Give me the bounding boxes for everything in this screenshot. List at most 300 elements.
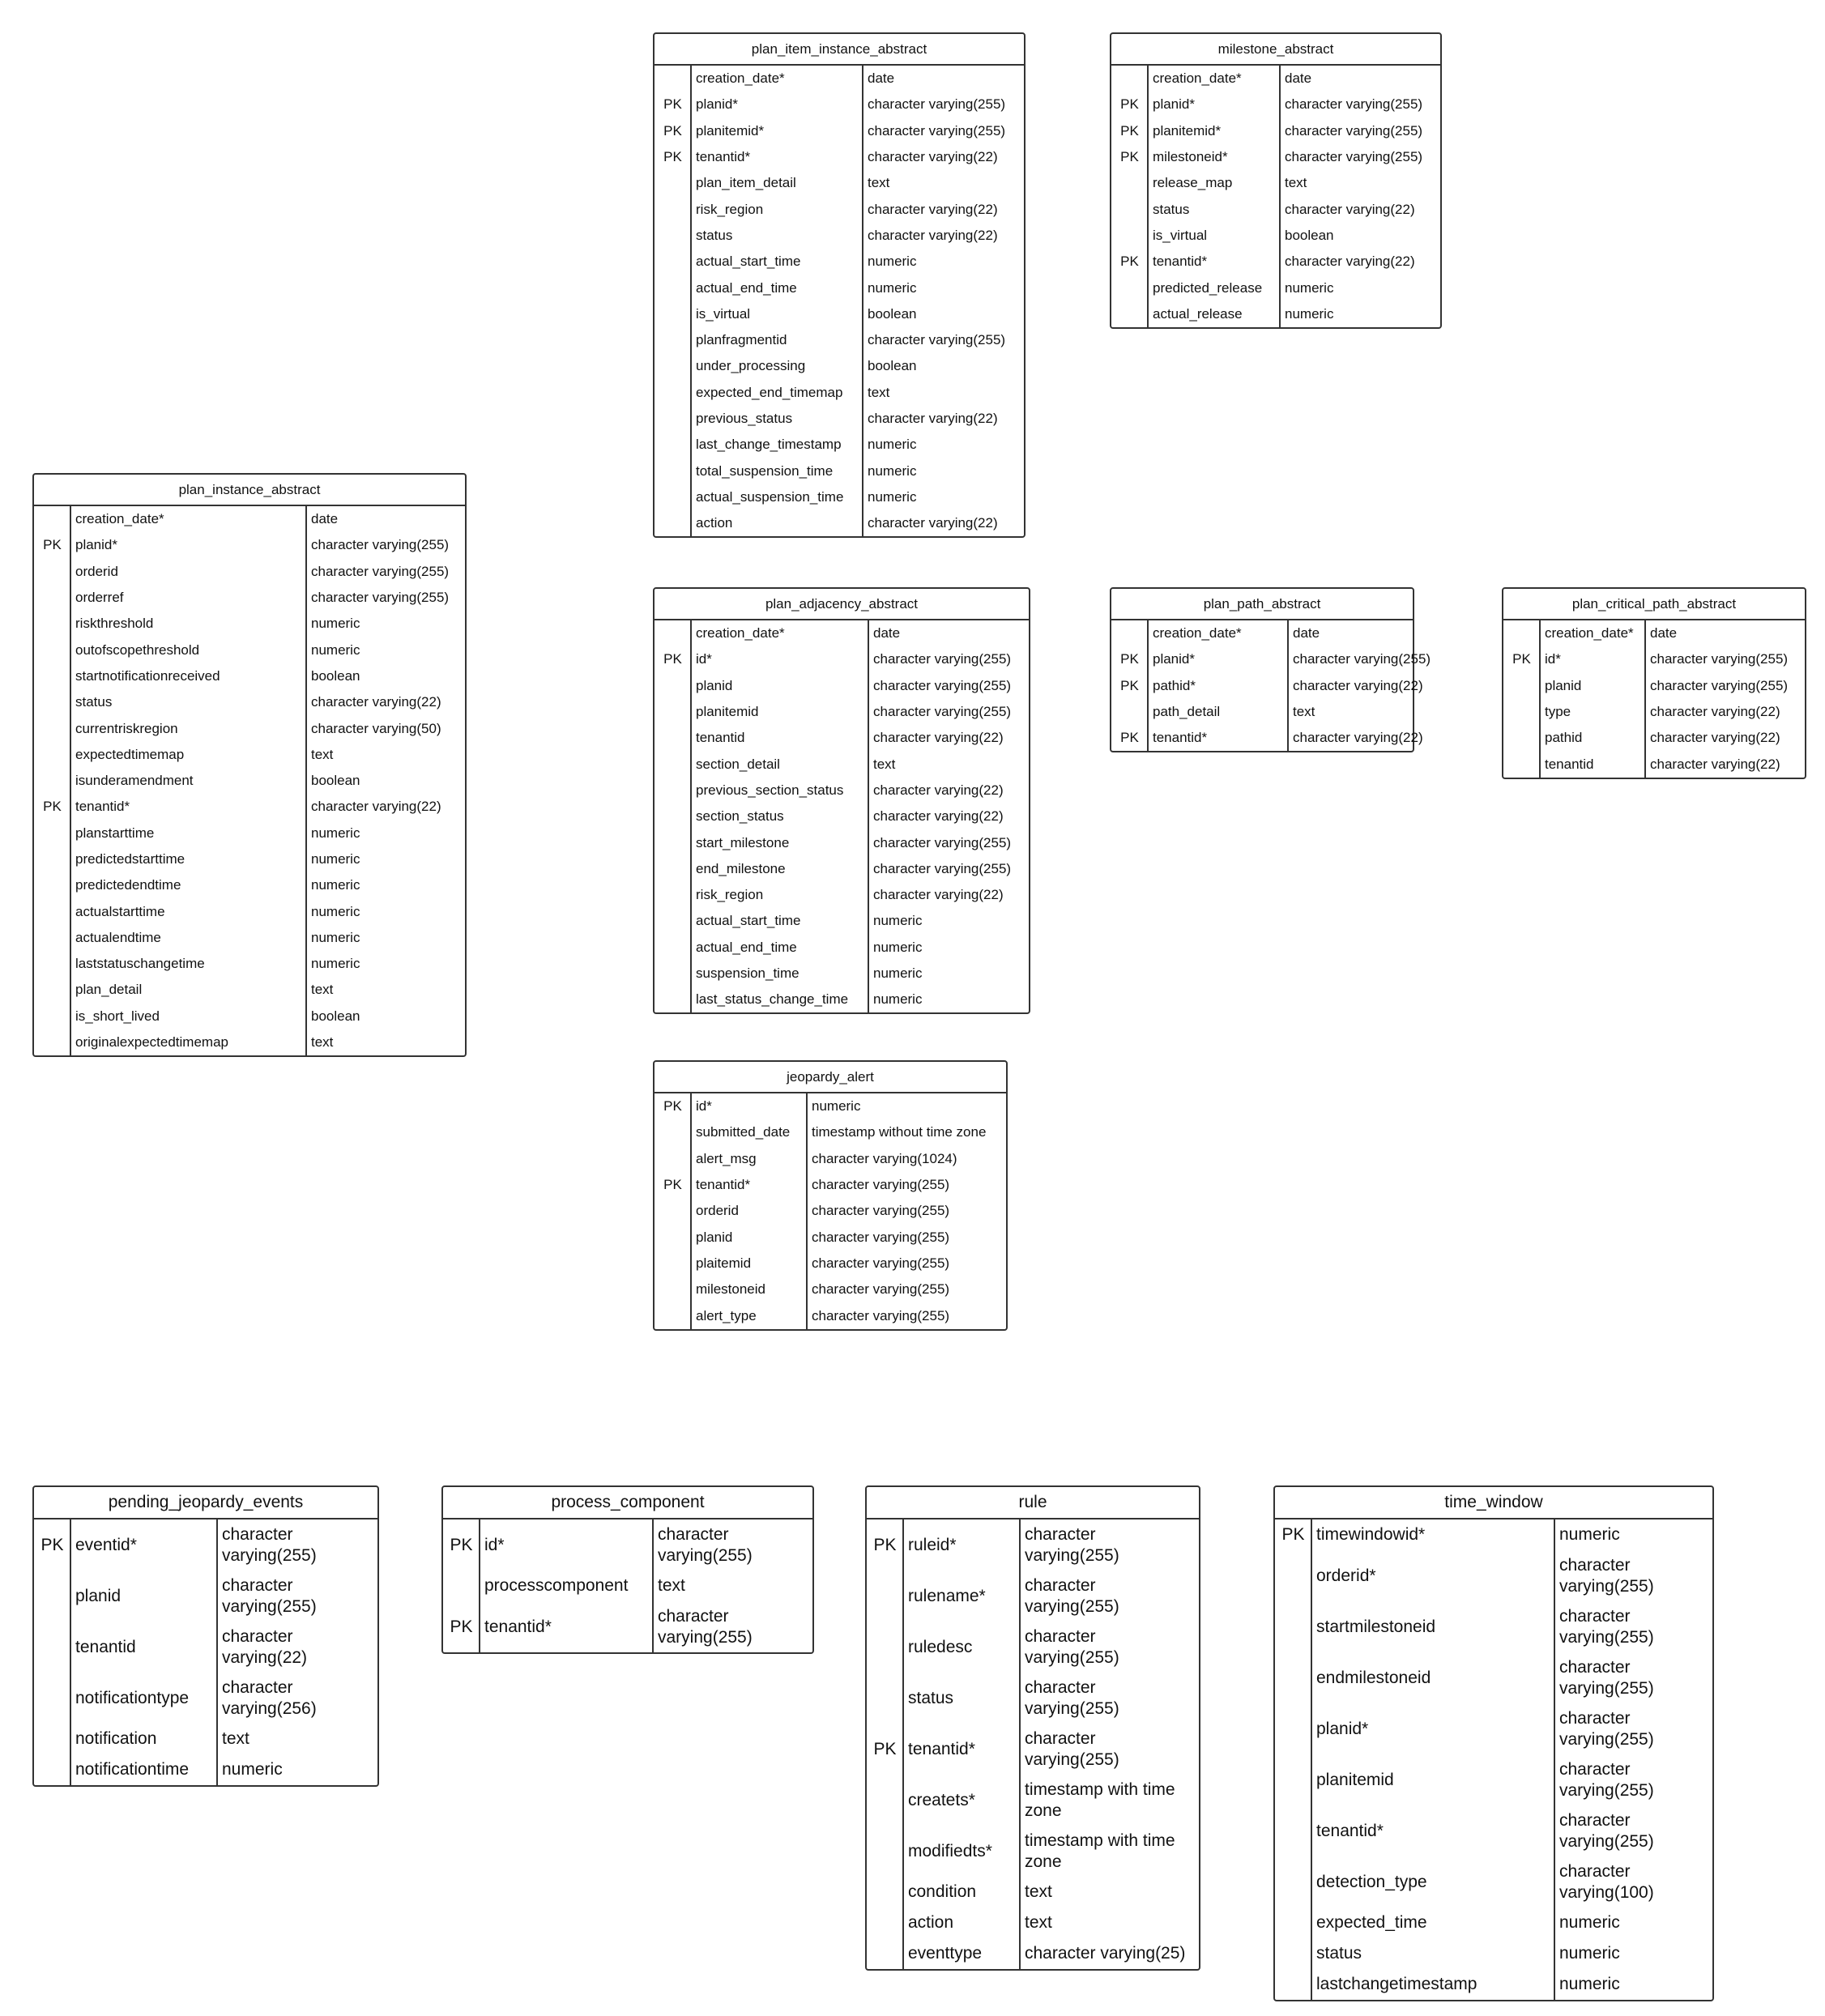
entity-title: rule bbox=[867, 1487, 1199, 1519]
column-name: processcomponent bbox=[484, 1576, 629, 1595]
column-type: numeric bbox=[1285, 279, 1334, 296]
primary-key-marker: PK bbox=[450, 1617, 473, 1636]
column-name: start_milestone bbox=[696, 834, 790, 850]
column-type: date bbox=[868, 70, 895, 87]
primary-key-marker bbox=[34, 925, 70, 951]
column-type: text bbox=[1285, 175, 1307, 191]
column-name: createts* bbox=[908, 1790, 975, 1809]
column-divider bbox=[1554, 1519, 1555, 2000]
column-row bbox=[867, 1907, 1199, 1938]
column-name: orderid bbox=[75, 563, 118, 579]
column-row bbox=[655, 961, 1029, 987]
column-type: text bbox=[222, 1729, 249, 1749]
entity-columns bbox=[1111, 620, 1431, 751]
primary-key-marker bbox=[655, 380, 691, 406]
primary-key-marker bbox=[34, 1029, 70, 1055]
column-name: actualstarttime bbox=[75, 903, 165, 919]
column-name: id* bbox=[484, 1535, 505, 1554]
column-type: boolean bbox=[1285, 227, 1334, 243]
column-row bbox=[1111, 699, 1413, 725]
column-row bbox=[1111, 275, 1440, 300]
column-name: creation_date* bbox=[1153, 625, 1242, 641]
column-type: character varying(255) bbox=[1285, 96, 1423, 113]
column-name: status bbox=[1153, 201, 1190, 217]
column-type: date bbox=[1285, 70, 1312, 87]
column-row bbox=[655, 170, 1024, 196]
column-row bbox=[655, 699, 1029, 725]
column-row bbox=[443, 1601, 812, 1652]
column-type: boolean bbox=[311, 667, 360, 684]
column-type: character varying(255) bbox=[1559, 1556, 1654, 1596]
column-row bbox=[655, 908, 1029, 934]
column-row bbox=[1111, 66, 1440, 92]
column-row bbox=[655, 1251, 1006, 1277]
column-row bbox=[34, 1622, 377, 1673]
column-type: numeric bbox=[1559, 1525, 1620, 1545]
entity-columns bbox=[655, 66, 1024, 536]
column-row bbox=[34, 663, 465, 689]
column-row bbox=[34, 637, 465, 663]
column-row bbox=[655, 620, 1029, 646]
column-type: numeric bbox=[311, 929, 360, 945]
primary-key-marker bbox=[1503, 620, 1540, 646]
primary-key-marker bbox=[34, 977, 70, 1003]
column-name: plan_item_detail bbox=[696, 175, 796, 191]
entity-title: process_component bbox=[443, 1487, 812, 1519]
primary-key-marker bbox=[34, 1724, 70, 1754]
column-type: character varying(255) bbox=[222, 1525, 317, 1565]
entity-title: plan_item_instance_abstract bbox=[655, 34, 1024, 66]
column-name: creation_date* bbox=[1545, 625, 1634, 641]
primary-key-marker bbox=[1111, 301, 1148, 327]
primary-key-marker bbox=[655, 699, 691, 725]
column-row bbox=[655, 118, 1024, 144]
column-name: plaitemid bbox=[696, 1255, 752, 1271]
column-type: boolean bbox=[311, 773, 360, 789]
column-name: actual_suspension_time bbox=[696, 488, 844, 505]
entity-title: time_window bbox=[1275, 1487, 1712, 1519]
primary-key-marker bbox=[34, 1673, 70, 1724]
primary-key-marker bbox=[34, 715, 70, 741]
primary-key-marker bbox=[655, 1224, 691, 1250]
column-name: planid* bbox=[75, 537, 117, 553]
column-type: character varying(255) bbox=[311, 563, 450, 579]
column-name: creation_date* bbox=[696, 625, 785, 641]
column-divider bbox=[1019, 1519, 1021, 1969]
entity-title: plan_path_abstract bbox=[1111, 589, 1413, 620]
column-type: character varying(255) bbox=[873, 677, 1012, 693]
primary-key-marker: PK bbox=[873, 1739, 897, 1758]
column-row bbox=[443, 1519, 812, 1571]
column-name: actual_release bbox=[1153, 305, 1243, 322]
column-type: character varying(1024) bbox=[812, 1150, 957, 1166]
column-row bbox=[1275, 1652, 1712, 1703]
column-row bbox=[655, 1093, 1006, 1119]
column-type: character varying(255) bbox=[868, 332, 1006, 348]
primary-key-marker bbox=[1275, 1601, 1311, 1652]
column-name: tenantid bbox=[1545, 756, 1594, 772]
column-name: lastchangetimestamp bbox=[1316, 1975, 1477, 1993]
primary-key-marker bbox=[1275, 1969, 1311, 2000]
column-row bbox=[1111, 301, 1440, 327]
column-divider bbox=[216, 1519, 218, 1785]
column-type: character varying(22) bbox=[222, 1627, 308, 1667]
primary-key-marker bbox=[34, 872, 70, 898]
primary-key-marker bbox=[1111, 170, 1148, 196]
primary-key-marker bbox=[655, 620, 691, 646]
column-row bbox=[34, 872, 465, 898]
column-row bbox=[1111, 144, 1440, 170]
column-type: date bbox=[1650, 625, 1678, 641]
column-row bbox=[34, 1029, 465, 1055]
column-type: character varying(22) bbox=[868, 149, 998, 165]
column-type: text bbox=[311, 982, 334, 998]
column-name: status bbox=[696, 227, 733, 243]
primary-key-marker bbox=[655, 987, 691, 1012]
entity-title: plan_critical_path_abstract bbox=[1503, 589, 1805, 620]
column-type: character varying(255) bbox=[868, 96, 1006, 113]
column-divider bbox=[1147, 620, 1149, 751]
column-name: actual_start_time bbox=[696, 254, 801, 270]
column-divider bbox=[1539, 620, 1541, 778]
column-type: character varying(255) bbox=[222, 1576, 317, 1616]
column-row bbox=[34, 532, 465, 558]
entity-columns bbox=[655, 620, 1029, 1012]
column-name: expected_end_timemap bbox=[696, 384, 843, 400]
column-name: risk_region bbox=[696, 201, 764, 217]
column-name: pathid bbox=[1545, 730, 1583, 746]
column-type: character varying(255) bbox=[812, 1281, 950, 1298]
entity-columns bbox=[34, 1519, 377, 1785]
column-name: predictedstarttime bbox=[75, 851, 185, 867]
column-name: is_virtual bbox=[1153, 227, 1208, 243]
column-type: text bbox=[868, 175, 890, 191]
column-type: numeric bbox=[873, 965, 923, 981]
primary-key-marker bbox=[1111, 223, 1148, 249]
column-name: submitted_date bbox=[696, 1124, 791, 1140]
column-row bbox=[1275, 1907, 1712, 1938]
entity-plan-critical-path-abstract bbox=[1502, 587, 1806, 779]
primary-key-marker bbox=[867, 1673, 903, 1724]
column-row bbox=[655, 144, 1024, 170]
column-row bbox=[1503, 673, 1805, 699]
primary-key-marker bbox=[655, 1251, 691, 1277]
column-name: creation_date* bbox=[75, 511, 164, 527]
column-name: id* bbox=[696, 1098, 712, 1115]
primary-key-marker bbox=[655, 1277, 691, 1302]
column-type: text bbox=[311, 1034, 334, 1051]
column-row bbox=[34, 689, 465, 715]
column-name: planitemid bbox=[1316, 1770, 1394, 1789]
column-name: orderid* bbox=[1316, 1566, 1376, 1585]
column-name: actual_end_time bbox=[696, 939, 797, 955]
column-name: ruledesc bbox=[908, 1637, 973, 1656]
primary-key-marker bbox=[1503, 751, 1540, 777]
column-row bbox=[34, 715, 465, 741]
primary-key-marker bbox=[655, 510, 691, 536]
column-name: planid* bbox=[696, 96, 738, 113]
column-name: tenantid* bbox=[696, 1177, 751, 1193]
primary-key-marker: PK bbox=[1120, 730, 1139, 746]
column-name: action bbox=[908, 1913, 954, 1932]
column-name: status bbox=[908, 1688, 954, 1707]
primary-key-marker bbox=[655, 751, 691, 777]
entity-time-window bbox=[1273, 1485, 1714, 2001]
column-row bbox=[655, 380, 1024, 406]
column-name: section_detail bbox=[696, 756, 780, 772]
primary-key-marker: PK bbox=[1120, 254, 1139, 270]
column-row bbox=[655, 92, 1024, 117]
column-type: character varying(255) bbox=[1025, 1576, 1119, 1616]
column-type: numeric bbox=[868, 462, 917, 479]
column-type: character varying(22) bbox=[311, 694, 441, 710]
column-row bbox=[1275, 1519, 1712, 1550]
column-type: text bbox=[1025, 1882, 1052, 1902]
primary-key-marker bbox=[655, 353, 691, 379]
column-divider bbox=[862, 66, 863, 536]
column-name: is_virtual bbox=[696, 305, 751, 322]
column-name: alert_type bbox=[696, 1307, 757, 1323]
primary-key-marker bbox=[655, 432, 691, 458]
column-divider bbox=[1287, 620, 1289, 751]
column-name: rulename* bbox=[908, 1586, 986, 1605]
entity-columns bbox=[1275, 1519, 1712, 2000]
primary-key-marker bbox=[34, 846, 70, 872]
column-type: numeric bbox=[311, 956, 360, 972]
column-row bbox=[34, 794, 465, 820]
column-type: numeric bbox=[311, 641, 360, 658]
column-row bbox=[655, 725, 1029, 751]
entity-columns bbox=[1111, 66, 1440, 327]
primary-key-marker: PK bbox=[41, 1535, 64, 1554]
entity-plan-item-instance-abstract bbox=[653, 32, 1025, 538]
column-type: character varying(255) bbox=[1285, 149, 1423, 165]
primary-key-marker bbox=[655, 1302, 691, 1328]
column-row bbox=[1111, 725, 1423, 751]
column-name: milestoneid bbox=[696, 1281, 765, 1298]
primary-key-marker bbox=[34, 1754, 70, 1785]
column-type: boolean bbox=[311, 1008, 360, 1024]
column-row bbox=[655, 882, 1029, 908]
primary-key-marker bbox=[34, 637, 70, 663]
column-type: text bbox=[873, 756, 896, 772]
column-row bbox=[34, 742, 465, 768]
primary-key-marker: PK bbox=[1120, 677, 1139, 693]
column-row bbox=[34, 1673, 377, 1724]
column-row bbox=[655, 803, 1029, 829]
column-row bbox=[655, 484, 1024, 510]
column-row bbox=[34, 768, 465, 794]
column-type: character varying(255) bbox=[1025, 1525, 1119, 1565]
primary-key-marker: PK bbox=[1120, 122, 1139, 139]
column-type: numeric bbox=[873, 939, 923, 955]
primary-key-marker bbox=[1111, 196, 1148, 222]
column-type: character varying(22) bbox=[1650, 756, 1780, 772]
primary-key-marker bbox=[655, 725, 691, 751]
column-type: timestamp with time zone bbox=[1025, 1780, 1175, 1820]
primary-key-marker: PK bbox=[663, 96, 682, 113]
column-name: startnotificationreceived bbox=[75, 667, 220, 684]
column-name: ruleid* bbox=[908, 1535, 957, 1554]
column-type: text bbox=[658, 1576, 685, 1596]
column-name: end_milestone bbox=[696, 860, 786, 876]
column-name: planid* bbox=[1153, 96, 1195, 113]
entity-plan-adjacency-abstract bbox=[653, 587, 1030, 1014]
column-name: release_map bbox=[1153, 175, 1233, 191]
column-row bbox=[655, 223, 1024, 249]
primary-key-marker: PK bbox=[1120, 96, 1139, 113]
column-type: character varying(255) bbox=[1025, 1729, 1119, 1769]
primary-key-marker bbox=[655, 803, 691, 829]
column-name: actual_start_time bbox=[696, 913, 801, 929]
column-name: tenantid bbox=[696, 730, 745, 746]
primary-key-marker bbox=[655, 458, 691, 484]
column-row bbox=[34, 820, 465, 846]
column-divider bbox=[70, 1519, 71, 1785]
column-name: orderid bbox=[696, 1203, 739, 1219]
column-row bbox=[655, 301, 1024, 327]
primary-key-marker bbox=[655, 1198, 691, 1224]
column-name: condition bbox=[908, 1882, 977, 1901]
column-name: planfragmentid bbox=[696, 332, 787, 348]
column-type: character varying(22) bbox=[868, 227, 998, 243]
column-name: type bbox=[1545, 704, 1571, 720]
column-name: planstarttime bbox=[75, 825, 155, 841]
primary-key-marker bbox=[867, 1877, 903, 1907]
column-divider bbox=[70, 506, 71, 1055]
column-name: detection_type bbox=[1316, 1872, 1427, 1891]
column-type: character varying(255) bbox=[311, 590, 450, 606]
column-name: startmilestoneid bbox=[1316, 1617, 1436, 1636]
primary-key-marker bbox=[867, 1938, 903, 1969]
column-type: numeric bbox=[868, 254, 917, 270]
column-name: notificationtype bbox=[75, 1688, 190, 1707]
primary-key-marker: PK bbox=[450, 1535, 473, 1554]
column-divider bbox=[690, 620, 692, 1012]
column-row bbox=[1111, 92, 1440, 117]
column-row bbox=[867, 1877, 1199, 1907]
column-type: text bbox=[1025, 1913, 1052, 1933]
column-name: modifiedts* bbox=[908, 1841, 992, 1860]
column-type: character varying(255) bbox=[812, 1203, 950, 1219]
column-row bbox=[867, 1673, 1199, 1724]
column-type: character varying(22) bbox=[868, 515, 998, 531]
column-type: character varying(255) bbox=[812, 1255, 950, 1271]
primary-key-marker bbox=[655, 935, 691, 961]
column-name: last_status_change_time bbox=[696, 991, 849, 1008]
primary-key-marker bbox=[1111, 620, 1148, 646]
column-row bbox=[1275, 1601, 1712, 1652]
primary-key-marker: PK bbox=[1512, 651, 1531, 667]
column-row bbox=[34, 506, 465, 532]
primary-key-marker bbox=[1275, 1703, 1311, 1754]
column-divider bbox=[1279, 66, 1281, 327]
primary-key-marker bbox=[34, 820, 70, 846]
column-name: previous_status bbox=[696, 411, 793, 426]
primary-key-marker bbox=[655, 223, 691, 249]
column-row bbox=[655, 249, 1024, 275]
column-type: numeric bbox=[868, 488, 917, 505]
column-divider bbox=[902, 1519, 904, 1969]
column-name: status bbox=[1316, 1944, 1362, 1963]
column-row bbox=[655, 856, 1029, 882]
column-row bbox=[655, 327, 1024, 353]
entity-columns bbox=[867, 1519, 1199, 1969]
primary-key-marker bbox=[34, 1571, 70, 1622]
primary-key-marker bbox=[867, 1907, 903, 1938]
column-row bbox=[655, 987, 1029, 1012]
column-row bbox=[655, 935, 1029, 961]
entity-plan-instance-abstract bbox=[32, 473, 467, 1057]
column-name: notificationtime bbox=[75, 1760, 190, 1779]
column-divider bbox=[305, 506, 307, 1055]
column-type: boolean bbox=[868, 305, 917, 322]
column-type: character varying(256) bbox=[222, 1678, 317, 1718]
primary-key-marker bbox=[655, 673, 691, 699]
column-name: id* bbox=[1545, 651, 1561, 667]
primary-key-marker bbox=[34, 742, 70, 768]
column-name: risk_region bbox=[696, 887, 764, 903]
column-name: expectedtimemap bbox=[75, 746, 185, 762]
column-row bbox=[655, 1198, 1006, 1224]
primary-key-marker: PK bbox=[43, 799, 62, 815]
column-row bbox=[867, 1724, 1199, 1775]
column-row bbox=[34, 846, 465, 872]
column-name: alert_msg bbox=[696, 1150, 757, 1166]
column-row bbox=[655, 406, 1024, 432]
column-type: numeric bbox=[1285, 305, 1334, 322]
column-type: timestamp with time zone bbox=[1025, 1831, 1175, 1871]
column-name: last_change_timestamp bbox=[696, 437, 842, 453]
column-name: planitemid* bbox=[696, 122, 765, 139]
column-type: character varying(255) bbox=[1293, 651, 1431, 667]
column-type: character varying(255) bbox=[1559, 1811, 1654, 1851]
primary-key-marker: PK bbox=[663, 651, 682, 667]
column-name: predictedendtime bbox=[75, 877, 181, 893]
column-type: numeric bbox=[311, 903, 360, 919]
column-name: tenantid* bbox=[1153, 254, 1208, 270]
column-row bbox=[34, 611, 465, 637]
column-divider bbox=[690, 1093, 692, 1329]
column-row bbox=[34, 977, 465, 1003]
column-row bbox=[34, 951, 465, 977]
column-name: eventtype bbox=[908, 1944, 983, 1963]
column-type: text bbox=[311, 746, 334, 762]
column-divider bbox=[1644, 620, 1646, 778]
primary-key-marker bbox=[867, 1622, 903, 1673]
column-name: actualendtime bbox=[75, 929, 161, 945]
primary-key-marker bbox=[655, 778, 691, 803]
primary-key-marker bbox=[1503, 725, 1540, 751]
column-name: planid bbox=[75, 1586, 122, 1605]
primary-key-marker bbox=[34, 559, 70, 585]
column-name: previous_section_status bbox=[696, 782, 844, 798]
column-name: notification bbox=[75, 1729, 157, 1748]
column-row bbox=[34, 1004, 465, 1029]
column-row bbox=[655, 829, 1029, 855]
column-name: milestoneid* bbox=[1153, 149, 1228, 165]
column-type: character varying(255) bbox=[873, 704, 1012, 720]
column-row bbox=[655, 1119, 1006, 1145]
primary-key-marker bbox=[655, 327, 691, 353]
column-name: tenantid* bbox=[696, 149, 751, 165]
column-name: isunderamendment bbox=[75, 773, 194, 789]
column-type: character varying(255) bbox=[1650, 677, 1789, 693]
primary-key-marker bbox=[655, 1146, 691, 1172]
column-type: boolean bbox=[868, 358, 917, 374]
column-type: character varying(255) bbox=[1559, 1760, 1654, 1800]
column-name: timewindowid* bbox=[1316, 1525, 1426, 1544]
